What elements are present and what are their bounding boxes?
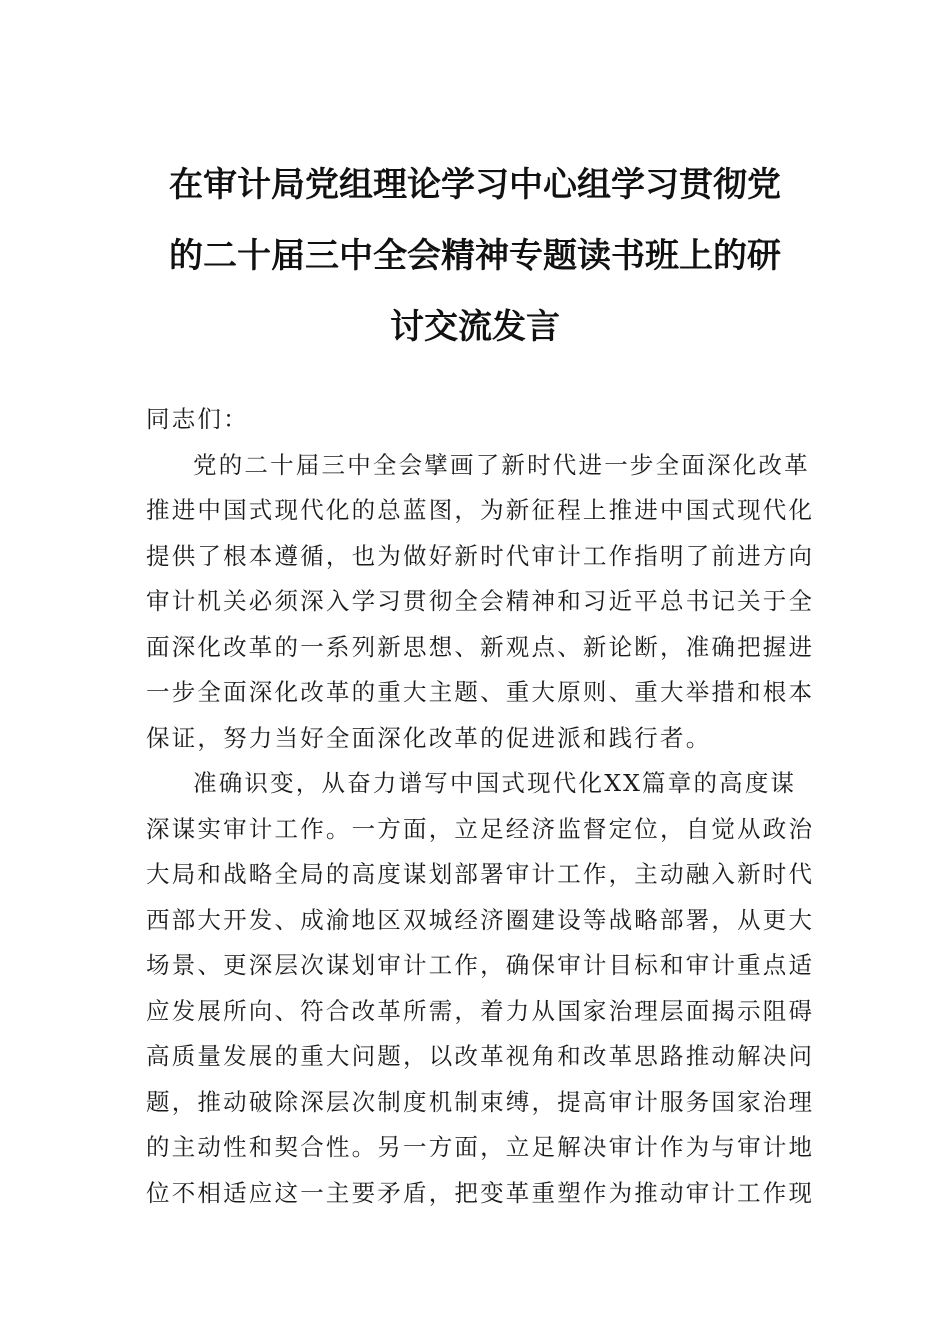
paragraph-line: 场景、更深层次谋划审计工作，确保审计目标和审计重点适 — [146, 951, 815, 979]
title-line: 讨交流发言 — [390, 307, 560, 347]
paragraph-line: 推进中国式现代化的总蓝图，为新征程上推进中国式现代化 — [146, 496, 815, 524]
document-body — [146, 397, 815, 1216]
paragraph-line: 位不相适应这一主要矛盾，把变革重塑作为推动审计工作现 — [146, 1178, 815, 1207]
paragraph-line: 面深化改革的一系列新思想、新观点、新论断，准确把握进 — [146, 632, 815, 661]
paragraph-line: 一步全面深化改革的重大主题、重大原则、重大举措和根本 — [146, 678, 815, 706]
document-title — [120, 150, 830, 363]
paragraph-line: 大局和战略全局的高度谋划部署审计工作，主动融入新时代 — [146, 860, 815, 888]
paragraph-line: 准确识变，从奋力谱写中国式现代化XX篇章的高度谋 — [193, 769, 797, 797]
paragraph-line: 提供了根本遵循，也为做好新时代审计工作指明了前进方向 — [146, 541, 815, 570]
salutation: 同志们： — [146, 405, 249, 433]
paragraph-line: 审计机关必须深入学习贯彻全会精神和习近平总书记关于全 — [146, 587, 815, 615]
paragraph-line: 保证，努力当好全面深化改革的促进派和践行者。 — [146, 723, 712, 752]
paragraph-line: 党的二十届三中全会擘画了新时代进一步全面深化改革 — [193, 450, 810, 479]
paragraph-2 — [146, 761, 815, 1216]
paragraph-1 — [146, 443, 815, 762]
title-line: 在审计局党组理论学习中心组学习贯彻党 — [169, 165, 781, 205]
title-line: 的二十届三中全会精神专题读书班上的研 — [169, 236, 781, 276]
paragraph-line: 题，推动破除深层次制度机制束缚，提高审计服务国家治理 — [146, 1087, 815, 1116]
paragraph-line: 西部大开发、成渝地区双城经济圈建设等战略部署，从更大 — [146, 905, 815, 934]
paragraph-line: 深谋实审计工作。一方面，立足经济监督定位，自觉从政治 — [146, 814, 815, 843]
paragraph-line: 高质量发展的重大问题，以改革视角和改革思路推动解决问 — [146, 1042, 815, 1070]
paragraph-line: 应发展所向、符合改革所需，着力从国家治理层面揭示阻碍 — [146, 996, 815, 1025]
paragraph-line: 的主动性和契合性。另一方面，立足解决审计作为与审计地 — [146, 1133, 815, 1161]
